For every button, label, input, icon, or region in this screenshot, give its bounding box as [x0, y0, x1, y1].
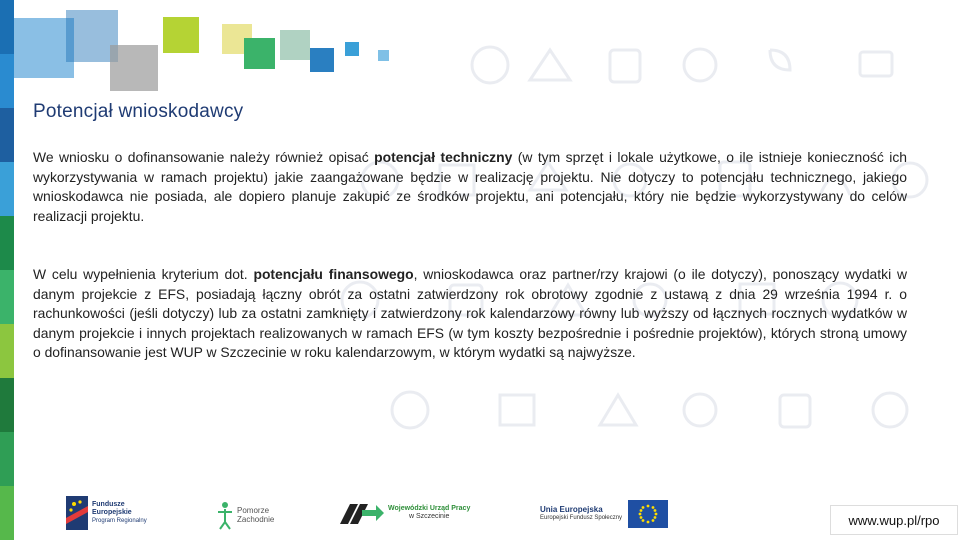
paragraph1-text-start: We wniosku o dofinansowanie należy również opisać — [33, 149, 375, 165]
fundusze-europejskie-logo — [66, 496, 147, 530]
wup-szczecin-logo — [338, 500, 470, 526]
wup-line2: w Szczecinie — [408, 513, 450, 520]
pomorze-line1: Pomorze — [237, 506, 270, 515]
side-color-stripe — [0, 0, 14, 540]
slide-title: Potencjał wnioskodawcy — [33, 101, 244, 122]
watermark-pattern — [300, 40, 960, 460]
website-url[interactable]: www.wup.pl/rpo — [830, 505, 958, 535]
paragraph2-text-end: , wnioskodawca oraz partner/rzy krajowi (o ile dotyczy), ponoszący wydatki w danym projekcie z EFS, posiadają łączny obrót za ostatni zatwierdzony rok obrotowy zgodnie z ustawą z dnia 29 września 1994 r. o rachunkowości (jeśli dotyczy) lub za ostatni zamknięty i zatwierdzony rok kalendarzowy równy lub wyższy od łącznych rocznych wydatków w danym projekcie i innych projektach realizowanych w ramach EFS (w tym koszty bezpośrednie i pośrednie projektów), których stroną umowy o dofinansowanie jest WUP w Szczecinie w roku kalendarzowym, w którym wydatki są najwyższe. — [33, 266, 907, 360]
fe-line2: Europejskie — [92, 509, 132, 516]
fe-line1: Fundusze — [92, 501, 125, 508]
eu-flag-icon — [628, 500, 668, 528]
wup-line1: Wojewódzki Urząd Pracy — [388, 505, 471, 512]
pomorze-figure-icon — [215, 500, 235, 530]
paragraph-technical-potential — [33, 148, 907, 226]
ue-line1: Unia Europejska — [540, 505, 603, 514]
paragraph2-bold-term: potencjału finansowego — [253, 266, 414, 282]
wup-arrows-icon — [338, 500, 384, 526]
pomorze-zachodnie-logo — [215, 500, 274, 530]
fe-line3: Program Regionalny — [92, 518, 147, 524]
unia-europejska-logo — [540, 500, 668, 528]
paragraph1-text-end: (w tym sprzęt i lokale użytkowe, o ile istnieje konieczność ich wykorzystywania w ramach projektu) jakie zaangażowane będzie w realizację projektu. Nie dotyczy to potencjału technicznego, jakiego wnioskodawca nie posiada, ale dopiero planuje zakupić ze środków projektu, ani potencjału, który nie będzie wykorzystywany do celów realizacji projektu. — [33, 149, 907, 224]
ue-line2: Europejski Fundusz Społeczny — [540, 515, 623, 521]
paragraph2-text-start: W celu wypełnienia kryterium dot. — [33, 266, 254, 282]
pomorze-line2: Zachodnie — [237, 515, 275, 524]
footer-logos — [0, 488, 960, 540]
paragraph1-bold-term: potencjał techniczny — [374, 149, 513, 165]
paragraph-financial-potential — [33, 265, 907, 363]
fe-flag-icon — [66, 496, 88, 530]
